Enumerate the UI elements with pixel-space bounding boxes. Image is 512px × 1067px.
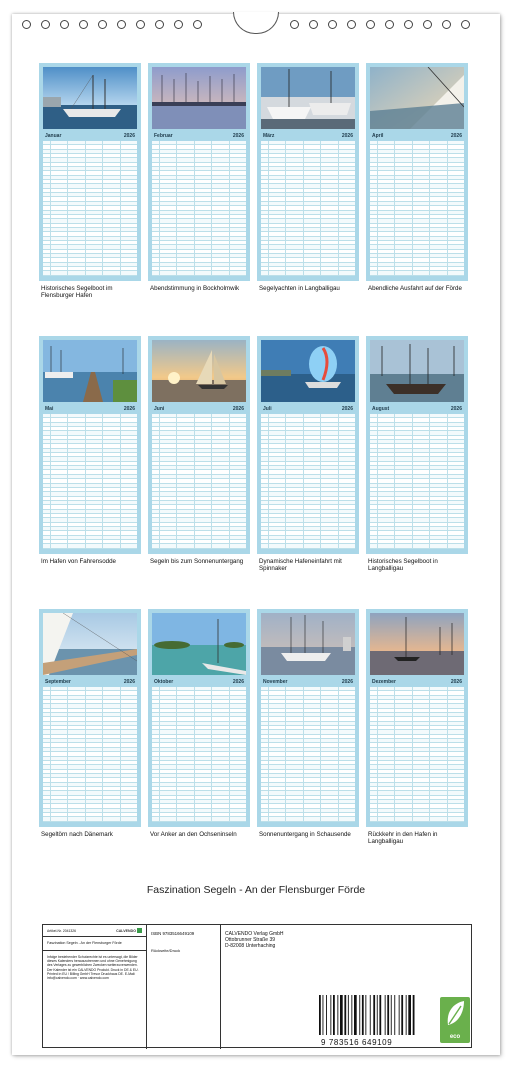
month-caption: Dynamische Hafeneinfahrt mit Spinnaker	[259, 558, 342, 573]
binding-hole	[22, 20, 31, 29]
day-grid	[152, 141, 246, 276]
day-row	[261, 544, 355, 548]
month-caption: Historisches Segelboot in Langballigau	[368, 558, 438, 573]
month-year: 2026	[341, 132, 353, 139]
imprint-left-column	[43, 925, 147, 1049]
binding-hole	[174, 20, 183, 29]
binding-hole	[423, 20, 432, 29]
month-photo	[261, 613, 355, 675]
binding-hole	[385, 20, 394, 29]
binding-hole	[404, 20, 413, 29]
day-grid	[370, 687, 464, 822]
month-caption: Im Hafen von Fahrensodde	[41, 558, 116, 565]
month-year: 2026	[450, 132, 462, 139]
day-grid	[43, 687, 137, 822]
month-caption: Segeltörn nach Dänemark	[41, 831, 113, 838]
day-row	[152, 271, 246, 275]
month-photo	[152, 340, 246, 402]
month-photo	[43, 613, 137, 675]
eco-badge	[440, 997, 470, 1043]
binding-hole	[155, 20, 164, 29]
leaf-icon	[440, 997, 470, 1031]
month-panel-oktober	[148, 609, 250, 827]
binding-hole	[41, 20, 50, 29]
month-photo	[261, 340, 355, 402]
month-panel-november	[257, 609, 359, 827]
month-year: 2026	[232, 678, 244, 685]
binding-hole	[347, 20, 356, 29]
month-header	[261, 404, 355, 413]
month-photo	[370, 340, 464, 402]
day-row	[370, 817, 464, 821]
product-title: Faszination Segeln - An der Flensburger Förde	[43, 937, 146, 951]
month-caption: Segelyachten in Langballigau	[259, 285, 340, 292]
month-header	[152, 677, 246, 686]
month-year: 2026	[123, 405, 135, 412]
legal-notice: Infolge bestehender Schutzrechte ist es untersagt, die Bilder dieses Kalenders herauszutrennen und ohne Genehmigung des Verlages zu gewerblichen Zwecken weiterzuverwenden. Der Kalender ist ein CALVENDO Produkt. Druck in DE & EU. Printed in EU / Billing GmbH Tresor Druckhaus DE. E-Mail: info@calvendo.com · www.calvendo.com	[47, 955, 139, 981]
article-row	[43, 925, 146, 937]
binding-hole	[442, 20, 451, 29]
month-header	[152, 404, 246, 413]
month-panel-juni	[148, 336, 250, 554]
month-photo	[152, 67, 246, 129]
month-photo	[152, 613, 246, 675]
month-caption: Abendliche Ausfahrt auf der Förde	[368, 285, 462, 292]
month-panel-dezember	[366, 609, 468, 827]
day-grid	[261, 141, 355, 276]
day-row	[152, 817, 246, 821]
month-photo	[43, 340, 137, 402]
month-caption: Vor Anker an den Ochseninseln	[150, 831, 237, 838]
eco-label: eco	[449, 1034, 461, 1040]
calvendo-logo: CALVENDO	[116, 928, 142, 933]
day-grid	[43, 414, 137, 549]
month-name: März	[263, 132, 275, 139]
isbn: ISBN 9783516649109	[151, 931, 195, 936]
day-row	[43, 544, 137, 548]
binding-hole	[60, 20, 69, 29]
month-header	[43, 404, 137, 413]
imprint-mid-column	[147, 925, 221, 1049]
day-row	[370, 544, 464, 548]
day-grid	[261, 414, 355, 549]
month-panel-august	[366, 336, 468, 554]
month-header	[261, 677, 355, 686]
day-grid	[152, 687, 246, 822]
month-panel-mai	[39, 336, 141, 554]
article-number: Artikel-Nr. 2041326	[47, 928, 77, 933]
month-name: April	[372, 132, 384, 139]
month-photo	[43, 67, 137, 129]
day-grid	[261, 687, 355, 822]
day-grid	[43, 141, 137, 276]
month-panel-september	[39, 609, 141, 827]
month-caption: Abendstimmung in Bockholmwik	[150, 285, 240, 292]
month-name: August	[372, 405, 390, 412]
binding-hole	[309, 20, 318, 29]
month-year: 2026	[450, 678, 462, 685]
month-header	[261, 131, 355, 140]
month-photo	[370, 613, 464, 675]
month-year: 2026	[232, 132, 244, 139]
binding-hole	[79, 20, 88, 29]
month-header	[370, 404, 464, 413]
publisher-address: CALVENDO Verlag GmbH Ottobrunner Straße 39 D-82008 Unterhaching	[225, 931, 284, 950]
binding-hole	[461, 20, 470, 29]
month-year: 2026	[232, 405, 244, 412]
month-header	[370, 131, 464, 140]
day-row	[152, 544, 246, 548]
barcode-digits: 9 783516 649109	[321, 1038, 393, 1047]
month-name: Dezember	[372, 678, 396, 685]
month-year: 2026	[123, 132, 135, 139]
binding-hole	[98, 20, 107, 29]
month-name: September	[45, 678, 71, 685]
month-year: 2026	[123, 678, 135, 685]
day-grid	[370, 141, 464, 276]
day-row	[370, 271, 464, 275]
month-name: Oktober	[154, 678, 174, 685]
binding-hole	[193, 20, 202, 29]
month-caption: Sonnenuntergang in Schausende	[259, 831, 351, 838]
day-grid	[152, 414, 246, 549]
month-name: Januar	[45, 132, 62, 139]
calvendo-square-icon	[137, 928, 142, 933]
binding-hole	[366, 20, 375, 29]
month-name: November	[263, 678, 288, 685]
month-name: Juni	[154, 405, 165, 412]
day-row	[261, 817, 355, 821]
month-header	[43, 131, 137, 140]
binding-hole	[136, 20, 145, 29]
binding-hole	[290, 20, 299, 29]
month-panel-april	[366, 63, 468, 281]
month-panel-märz	[257, 63, 359, 281]
month-photo	[370, 67, 464, 129]
day-row	[43, 817, 137, 821]
month-year: 2026	[341, 405, 353, 412]
month-header	[152, 131, 246, 140]
print-info: Rückseite/Druck	[151, 948, 181, 953]
day-row	[43, 271, 137, 275]
month-year: 2026	[341, 678, 353, 685]
month-caption: Rückkehr in den Hafen in Langballigau	[368, 831, 438, 846]
binding-hole	[117, 20, 126, 29]
month-panel-februar	[148, 63, 250, 281]
month-name: Juli	[263, 405, 272, 412]
month-caption: Segeln bis zum Sonnenuntergang	[150, 558, 244, 565]
month-header	[370, 677, 464, 686]
month-name: Mai	[45, 405, 54, 412]
day-grid	[370, 414, 464, 549]
month-year: 2026	[450, 405, 462, 412]
calendar-sheet	[12, 14, 500, 1055]
binding-hole	[328, 20, 337, 29]
imprint-box	[42, 924, 472, 1048]
day-row	[261, 271, 355, 275]
month-name: Februar	[154, 132, 173, 139]
month-photo	[261, 67, 355, 129]
month-panel-januar	[39, 63, 141, 281]
calendar-title: Faszination Segeln - An der Flensburger Förde	[146, 884, 366, 896]
month-panel-juli	[257, 336, 359, 554]
month-header	[43, 677, 137, 686]
month-caption: Historisches Segelboot im Flensburger Hafen	[41, 285, 113, 300]
